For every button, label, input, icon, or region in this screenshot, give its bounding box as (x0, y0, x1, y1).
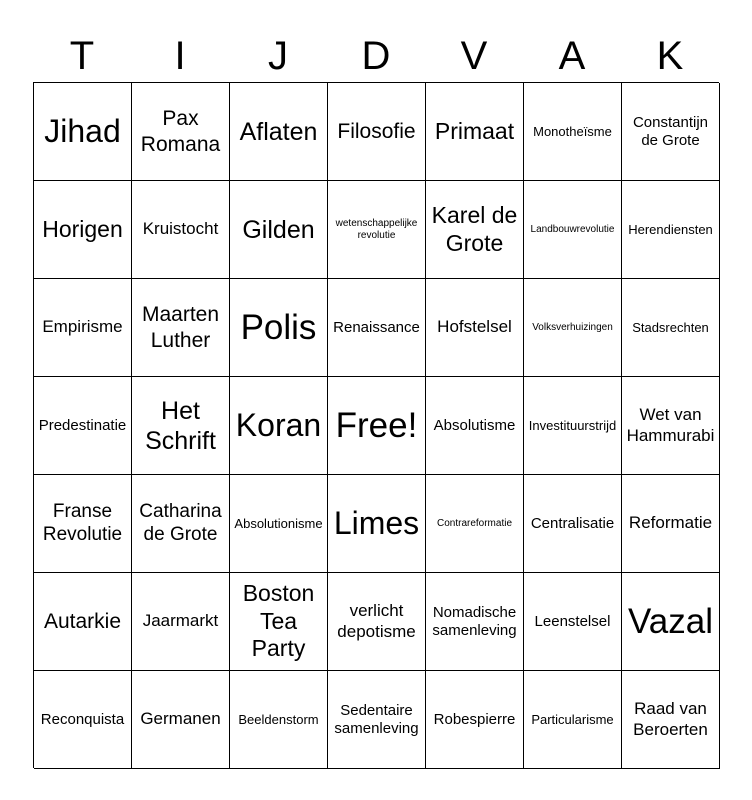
bingo-cell[interactable]: Aflaten (230, 83, 328, 181)
bingo-cell[interactable]: Raad van Beroerten (622, 671, 720, 769)
bingo-cell[interactable]: Robespierre (426, 671, 524, 769)
bingo-cell[interactable]: Germanen (132, 671, 230, 769)
bingo-cell[interactable]: Maarten Luther (132, 279, 230, 377)
bingo-cell[interactable]: Polis (230, 279, 328, 377)
bingo-cell[interactable]: Limes (328, 475, 426, 573)
bingo-cell[interactable]: Absolutionisme (230, 475, 328, 573)
bingo-cell[interactable]: wetenschappelijke revolutie (328, 181, 426, 279)
header-letter-v: V (460, 33, 488, 78)
bingo-cell[interactable]: Contrareformatie (426, 475, 524, 573)
bingo-cell[interactable]: Wet van Hammurabi (622, 377, 720, 475)
bingo-cell[interactable]: Hofstelsel (426, 279, 524, 377)
bingo-cell[interactable]: Sedentaire samenleving (328, 671, 426, 769)
header-letter-k: K (656, 33, 684, 78)
bingo-cell[interactable]: Jaarmarkt (132, 573, 230, 671)
bingo-cell[interactable]: Investituurstrijd (524, 377, 622, 475)
bingo-cell[interactable]: Franse Revolutie (34, 475, 132, 573)
header-letter-i: I (174, 33, 186, 78)
bingo-cell[interactable]: Beeldenstorm (230, 671, 328, 769)
bingo-cell[interactable]: Primaat (426, 83, 524, 181)
header-letter-t: T (69, 33, 95, 78)
bingo-cell[interactable]: Particularisme (524, 671, 622, 769)
bingo-cell[interactable]: Leenstelsel (524, 573, 622, 671)
header-letter-a: A (558, 33, 586, 78)
bingo-cell[interactable]: Autarkie (34, 573, 132, 671)
header-letter-j: J (268, 33, 288, 78)
bingo-cell[interactable]: Catharina de Grote (132, 475, 230, 573)
bingo-cell[interactable]: Centralisatie (524, 475, 622, 573)
free-space[interactable]: Free! (328, 377, 426, 475)
bingo-cell[interactable]: Nomadische samenleving (426, 573, 524, 671)
bingo-cell[interactable]: Karel de Grote (426, 181, 524, 279)
bingo-cell[interactable]: Renaissance (328, 279, 426, 377)
bingo-cell[interactable]: Herendiensten (622, 181, 720, 279)
bingo-cell[interactable]: Absolutisme (426, 377, 524, 475)
bingo-cell[interactable]: verlicht depotisme (328, 573, 426, 671)
bingo-cell[interactable]: Empirisme (34, 279, 132, 377)
bingo-cell[interactable]: Boston Tea Party (230, 573, 328, 671)
bingo-cell[interactable]: Koran (230, 377, 328, 475)
bingo-header (33, 30, 719, 82)
bingo-board (33, 82, 719, 768)
bingo-cell[interactable]: Constantijn de Grote (622, 83, 720, 181)
bingo-cell[interactable]: Filosofie (328, 83, 426, 181)
bingo-cell[interactable]: Jihad (34, 83, 132, 181)
bingo-cell[interactable]: Monotheïsme (524, 83, 622, 181)
header-letter-d: D (361, 33, 391, 78)
bingo-cell[interactable]: Reformatie (622, 475, 720, 573)
bingo-cell[interactable]: Het Schrift (132, 377, 230, 475)
bingo-cell[interactable]: Landbouwrevolutie (524, 181, 622, 279)
bingo-cell[interactable]: Horigen (34, 181, 132, 279)
bingo-cell[interactable]: Kruistocht (132, 181, 230, 279)
bingo-cell[interactable]: Reconquista (34, 671, 132, 769)
bingo-cell[interactable]: Vazal (622, 573, 720, 671)
bingo-cell[interactable]: Stadsrechten (622, 279, 720, 377)
bingo-cell[interactable]: Pax Romana (132, 83, 230, 181)
bingo-cell[interactable]: Volksverhuizingen (524, 279, 622, 377)
bingo-cell[interactable]: Predestinatie (34, 377, 132, 475)
bingo-cell[interactable]: Gilden (230, 181, 328, 279)
